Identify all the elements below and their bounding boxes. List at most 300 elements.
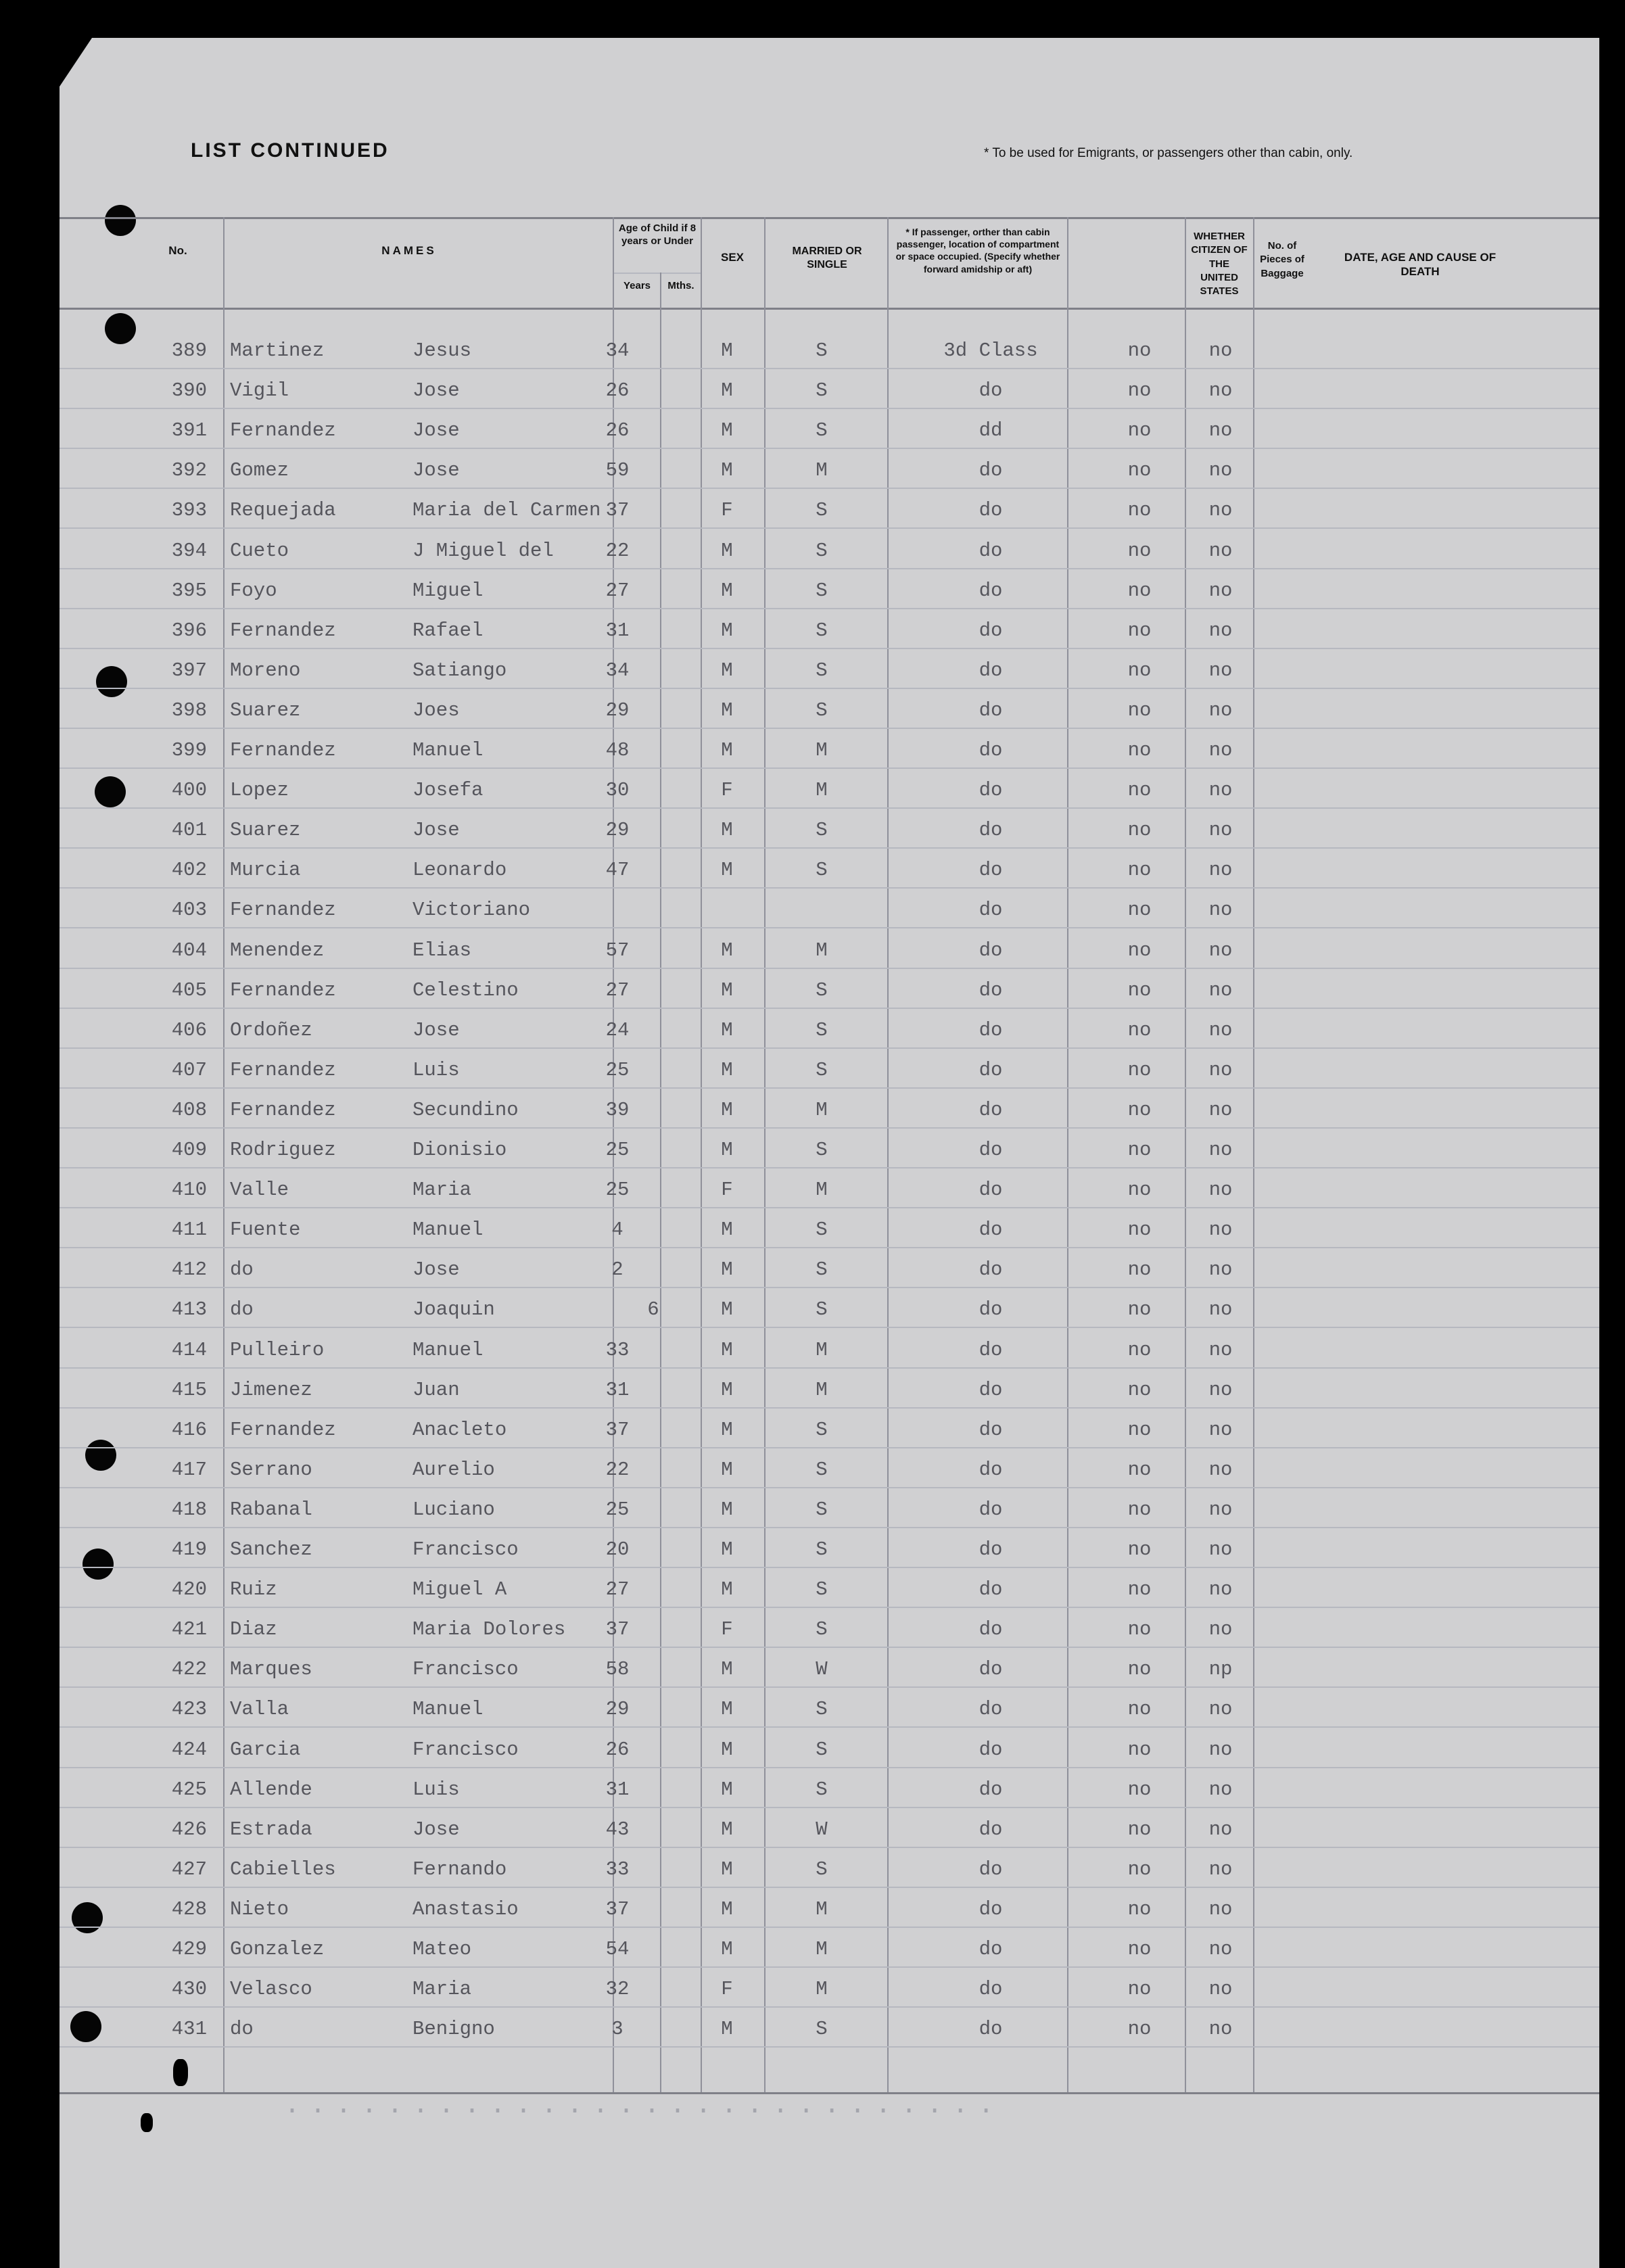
baggage-count: no bbox=[1208, 939, 1233, 962]
table-row bbox=[0, 1931, 1625, 1966]
passenger-location: do bbox=[979, 579, 1003, 602]
sex: M bbox=[721, 1938, 733, 1960]
marital-status: S bbox=[816, 659, 828, 682]
age-years: 27 bbox=[605, 978, 630, 1001]
row-number: 410 bbox=[171, 1179, 207, 1202]
us-citizen: no bbox=[1127, 1738, 1152, 1761]
passenger-location: do bbox=[979, 899, 1003, 922]
passenger-location: do bbox=[979, 2018, 1003, 2041]
baggage-count: no bbox=[1208, 1298, 1233, 1321]
us-citizen: no bbox=[1127, 539, 1152, 562]
age-years: 31 bbox=[605, 1778, 630, 1801]
table-row bbox=[0, 1252, 1625, 1287]
sex: M bbox=[721, 1219, 733, 1242]
surname: Fernandez bbox=[230, 899, 336, 922]
marital-status: S bbox=[816, 1018, 828, 1041]
surname: Pulleiro bbox=[230, 1338, 325, 1361]
row-number: 412 bbox=[171, 1258, 207, 1281]
col-header-death: DATE, AGE AND CAUSE OF DEATH bbox=[1344, 251, 1497, 279]
sex: M bbox=[721, 659, 733, 682]
marital-status: S bbox=[816, 1219, 828, 1242]
surname: Garcia bbox=[230, 1738, 301, 1761]
age-years: 31 bbox=[605, 1378, 630, 1401]
table-row bbox=[0, 932, 1625, 968]
baggage-count: no bbox=[1208, 1498, 1233, 1521]
surname: Cabielles bbox=[230, 1858, 336, 1881]
sex: M bbox=[721, 939, 733, 962]
col-header-married: MARRIED OR SINGLE bbox=[792, 245, 862, 270]
table-row bbox=[0, 412, 1625, 448]
surname: Estrada bbox=[230, 1818, 312, 1841]
row-number: 394 bbox=[171, 539, 207, 562]
passenger-location: do bbox=[979, 819, 1003, 842]
sex: M bbox=[721, 1458, 733, 1481]
us-citizen: no bbox=[1127, 899, 1152, 922]
surname: Diaz bbox=[230, 1618, 277, 1641]
marital-status: S bbox=[816, 539, 828, 562]
sex: M bbox=[721, 2018, 733, 2041]
age-subheader-rule bbox=[613, 273, 701, 274]
baggage-count: no bbox=[1208, 619, 1233, 642]
marital-status: S bbox=[816, 339, 828, 362]
baggage-count: no bbox=[1208, 1058, 1233, 1081]
baggage-count: no bbox=[1208, 819, 1233, 842]
us-citizen: no bbox=[1127, 1179, 1152, 1202]
age-years: 47 bbox=[605, 859, 630, 882]
given-name: Francisco bbox=[413, 1658, 519, 1681]
col-header-age: Age of Child if 8 years or Under bbox=[618, 222, 697, 247]
surname: Requejada bbox=[230, 499, 336, 522]
row-rule bbox=[60, 1767, 1599, 1768]
row-rule bbox=[60, 1927, 1599, 1928]
passenger-location: do bbox=[979, 1139, 1003, 1161]
table-row bbox=[0, 1412, 1625, 1447]
given-name: Leonardo bbox=[413, 859, 507, 882]
sex: F bbox=[721, 1618, 733, 1641]
sex: M bbox=[721, 1698, 733, 1721]
surname: do bbox=[230, 2018, 254, 2041]
marital-status: S bbox=[816, 1058, 828, 1081]
row-rule bbox=[60, 2006, 1599, 2008]
row-number: 415 bbox=[171, 1378, 207, 1401]
table-row bbox=[0, 1812, 1625, 1847]
baggage-count: no bbox=[1208, 899, 1233, 922]
row-number: 430 bbox=[171, 1978, 207, 2001]
marital-status: S bbox=[816, 1458, 828, 1481]
row-number: 416 bbox=[171, 1418, 207, 1441]
age-years: 33 bbox=[605, 1338, 630, 1361]
baggage-count: no bbox=[1208, 2018, 1233, 2041]
table-row bbox=[0, 452, 1625, 488]
passenger-location: do bbox=[979, 1018, 1003, 1041]
surname: Fernandez bbox=[230, 1418, 336, 1441]
sex: M bbox=[721, 1338, 733, 1361]
baggage-count: no bbox=[1208, 1458, 1233, 1481]
row-rule bbox=[60, 1407, 1599, 1409]
row-number: 422 bbox=[171, 1658, 207, 1681]
marital-status: W bbox=[816, 1818, 828, 1841]
row-number: 423 bbox=[171, 1698, 207, 1721]
passenger-location: do bbox=[979, 1818, 1003, 1841]
us-citizen: no bbox=[1127, 1897, 1152, 1920]
given-name: Victoriano bbox=[413, 899, 531, 922]
passenger-location: do bbox=[979, 1858, 1003, 1881]
row-rule bbox=[60, 1567, 1599, 1568]
sex: M bbox=[721, 1378, 733, 1401]
us-citizen: no bbox=[1127, 419, 1152, 442]
sex: M bbox=[721, 1658, 733, 1681]
passenger-location: do bbox=[979, 1778, 1003, 1801]
us-citizen: no bbox=[1127, 859, 1152, 882]
row-number: 424 bbox=[171, 1738, 207, 1761]
col-header-citizen: WHETHER CITIZEN OF THE UNITED STATES bbox=[1191, 231, 1248, 297]
us-citizen: no bbox=[1127, 1058, 1152, 1081]
us-citizen: no bbox=[1127, 1858, 1152, 1881]
age-years: 29 bbox=[605, 1698, 630, 1721]
sex: M bbox=[721, 1258, 733, 1281]
row-number: 396 bbox=[171, 619, 207, 642]
row-rule bbox=[60, 1087, 1599, 1089]
given-name: Jose bbox=[413, 459, 460, 482]
table-row bbox=[0, 972, 1625, 1008]
table-row bbox=[0, 1492, 1625, 1527]
row-rule bbox=[60, 1607, 1599, 1608]
baggage-count: no bbox=[1208, 1778, 1233, 1801]
sex: M bbox=[721, 1738, 733, 1761]
row-number: 426 bbox=[171, 1818, 207, 1841]
us-citizen: no bbox=[1127, 1618, 1152, 1641]
baggage-count: no bbox=[1208, 1179, 1233, 1202]
marital-status: S bbox=[816, 1778, 828, 1801]
surname: do bbox=[230, 1298, 254, 1321]
table-row bbox=[0, 333, 1625, 368]
passenger-location: do bbox=[979, 499, 1003, 522]
surname: Ruiz bbox=[230, 1578, 277, 1601]
age-years: 25 bbox=[605, 1058, 630, 1081]
baggage-count: no bbox=[1208, 1578, 1233, 1601]
age-years: 29 bbox=[605, 819, 630, 842]
us-citizen: no bbox=[1127, 579, 1152, 602]
sex: M bbox=[721, 1058, 733, 1081]
age-years: 37 bbox=[605, 499, 630, 522]
passenger-location: dd bbox=[979, 419, 1003, 442]
age-years: 24 bbox=[605, 1018, 630, 1041]
marital-status: S bbox=[816, 2018, 828, 2041]
passenger-location: do bbox=[979, 1258, 1003, 1281]
row-rule bbox=[60, 688, 1599, 689]
age-years: 43 bbox=[605, 1818, 630, 1841]
table-row bbox=[0, 1012, 1625, 1047]
row-rule bbox=[60, 1847, 1599, 1848]
passenger-location: do bbox=[979, 1658, 1003, 1681]
marital-status: S bbox=[816, 379, 828, 402]
given-name: Luis bbox=[413, 1058, 460, 1081]
surname: Marques bbox=[230, 1658, 312, 1681]
us-citizen: no bbox=[1127, 1778, 1152, 1801]
given-name: Elias bbox=[413, 939, 472, 962]
baggage-count: no bbox=[1208, 1897, 1233, 1920]
bleed-through-text: ···························· bbox=[284, 2096, 1004, 2127]
table-row bbox=[0, 1212, 1625, 1247]
row-rule bbox=[60, 368, 1599, 369]
marital-status: S bbox=[816, 499, 828, 522]
baggage-count: no bbox=[1208, 459, 1233, 482]
passenger-location: 3d Class bbox=[943, 339, 1038, 362]
baggage-count: no bbox=[1208, 379, 1233, 402]
row-number: 427 bbox=[171, 1858, 207, 1881]
given-name: Joes bbox=[413, 699, 460, 722]
row-number: 398 bbox=[171, 699, 207, 722]
row-number: 401 bbox=[171, 819, 207, 842]
baggage-count: no bbox=[1208, 739, 1233, 761]
surname: Serrano bbox=[230, 1458, 312, 1481]
sex: M bbox=[721, 1018, 733, 1041]
passenger-location: do bbox=[979, 1058, 1003, 1081]
given-name: Miguel A bbox=[413, 1578, 507, 1601]
table-row bbox=[0, 373, 1625, 408]
given-name: Mateo bbox=[413, 1938, 472, 1960]
row-rule bbox=[60, 1966, 1599, 1968]
us-citizen: no bbox=[1127, 1538, 1152, 1561]
sex: F bbox=[721, 779, 733, 802]
surname: Fernandez bbox=[230, 1058, 336, 1081]
given-name: Joaquin bbox=[413, 1298, 495, 1321]
age-years: 25 bbox=[605, 1498, 630, 1521]
baggage-count: no bbox=[1208, 1618, 1233, 1641]
age-years: 4 bbox=[611, 1219, 623, 1242]
given-name: Francisco bbox=[413, 1538, 519, 1561]
header-bottom-rule bbox=[60, 308, 1599, 310]
given-name: Jesus bbox=[413, 339, 472, 362]
marital-status: S bbox=[816, 699, 828, 722]
row-rule bbox=[60, 1008, 1599, 1009]
row-rule bbox=[60, 1487, 1599, 1488]
marital-status: S bbox=[816, 1498, 828, 1521]
surname: Nieto bbox=[230, 1897, 289, 1920]
baggage-count: no bbox=[1208, 1338, 1233, 1361]
table-row bbox=[0, 1971, 1625, 2006]
marital-status: M bbox=[816, 1378, 828, 1401]
surname: Martinez bbox=[230, 339, 325, 362]
table-row bbox=[0, 1532, 1625, 1567]
row-number: 400 bbox=[171, 779, 207, 802]
marital-status: S bbox=[816, 1258, 828, 1281]
passenger-location: do bbox=[979, 1897, 1003, 1920]
table-row bbox=[0, 1132, 1625, 1167]
sex: M bbox=[721, 819, 733, 842]
table-row bbox=[0, 692, 1625, 728]
table-row bbox=[0, 1651, 1625, 1686]
us-citizen: no bbox=[1127, 978, 1152, 1001]
row-number: 392 bbox=[171, 459, 207, 482]
age-years: 22 bbox=[605, 539, 630, 562]
surname: Velasco bbox=[230, 1978, 312, 2001]
given-name: Fernando bbox=[413, 1858, 507, 1881]
marital-status: S bbox=[816, 859, 828, 882]
surname: Gonzalez bbox=[230, 1938, 325, 1960]
baggage-count: no bbox=[1208, 419, 1233, 442]
baggage-count: no bbox=[1208, 1139, 1233, 1161]
surname: Valla bbox=[230, 1698, 289, 1721]
given-name: Maria Dolores bbox=[413, 1618, 566, 1641]
surname: Menendez bbox=[230, 939, 325, 962]
given-name: Manuel bbox=[413, 739, 484, 761]
table-row bbox=[0, 1092, 1625, 1127]
row-rule bbox=[60, 1167, 1599, 1168]
table-row bbox=[0, 1891, 1625, 1927]
age-years: 31 bbox=[605, 619, 630, 642]
row-number: 431 bbox=[171, 2018, 207, 2041]
row-rule bbox=[60, 527, 1599, 529]
given-name: Josefa bbox=[413, 779, 484, 802]
col-header-passenger-location: * If passenger, orther than cabin passenger, location of compartment or space occupied. (Specify whether forward amidship or aft) bbox=[895, 227, 1060, 275]
age-years: 48 bbox=[605, 739, 630, 761]
sex: M bbox=[721, 1778, 733, 1801]
marital-status: S bbox=[816, 1538, 828, 1561]
row-rule bbox=[60, 2046, 1599, 2048]
baggage-count: no bbox=[1208, 1858, 1233, 1881]
marital-status: S bbox=[816, 1858, 828, 1881]
age-years: 32 bbox=[605, 1978, 630, 2001]
us-citizen: no bbox=[1127, 1418, 1152, 1441]
row-rule bbox=[60, 1726, 1599, 1728]
given-name: Jose bbox=[413, 1258, 460, 1281]
marital-status: S bbox=[816, 1738, 828, 1761]
baggage-count: no bbox=[1208, 859, 1233, 882]
passenger-location: do bbox=[979, 1538, 1003, 1561]
row-rule bbox=[60, 1207, 1599, 1208]
marital-status: S bbox=[816, 1298, 828, 1321]
passenger-location: do bbox=[979, 659, 1003, 682]
binder-hole bbox=[105, 205, 136, 236]
baggage-count: no bbox=[1208, 779, 1233, 802]
row-number: 408 bbox=[171, 1098, 207, 1121]
passenger-location: do bbox=[979, 619, 1003, 642]
ink-mark bbox=[141, 2113, 153, 2132]
given-name: Maria del Carmen bbox=[413, 499, 601, 522]
us-citizen: no bbox=[1127, 1818, 1152, 1841]
row-rule bbox=[60, 767, 1599, 769]
row-number: 391 bbox=[171, 419, 207, 442]
sex: M bbox=[721, 379, 733, 402]
col-header-baggage: No. of Pieces of Baggage bbox=[1260, 240, 1304, 279]
sex: F bbox=[721, 1179, 733, 1202]
age-years: 25 bbox=[605, 1139, 630, 1161]
sex: F bbox=[721, 499, 733, 522]
table-row bbox=[0, 1772, 1625, 1807]
us-citizen: no bbox=[1127, 339, 1152, 362]
sex: M bbox=[721, 579, 733, 602]
age-years: 54 bbox=[605, 1938, 630, 1960]
row-number: 425 bbox=[171, 1778, 207, 1801]
row-number: 403 bbox=[171, 899, 207, 922]
us-citizen: no bbox=[1127, 779, 1152, 802]
marital-status: M bbox=[816, 1978, 828, 2001]
age-years: 34 bbox=[605, 339, 630, 362]
table-row bbox=[0, 573, 1625, 608]
surname: Fernandez bbox=[230, 1098, 336, 1121]
row-rule bbox=[60, 1447, 1599, 1448]
marital-status: S bbox=[816, 1139, 828, 1161]
marital-status: S bbox=[816, 978, 828, 1001]
table-row bbox=[0, 1452, 1625, 1487]
row-number: 404 bbox=[171, 939, 207, 962]
table-row bbox=[0, 1372, 1625, 1407]
marital-status: M bbox=[816, 1179, 828, 1202]
age-years: 3 bbox=[611, 2018, 623, 2041]
row-rule bbox=[60, 1047, 1599, 1049]
row-number: 419 bbox=[171, 1538, 207, 1561]
row-number: 390 bbox=[171, 379, 207, 402]
header-top-rule bbox=[60, 217, 1599, 219]
given-name: Manuel bbox=[413, 1698, 484, 1721]
baggage-count: no bbox=[1208, 339, 1233, 362]
row-rule bbox=[60, 1127, 1599, 1129]
row-rule bbox=[60, 488, 1599, 489]
surname: Cueto bbox=[230, 539, 289, 562]
age-years: 22 bbox=[605, 1458, 630, 1481]
given-name: Manuel bbox=[413, 1338, 484, 1361]
row-rule bbox=[60, 1686, 1599, 1688]
baggage-count: no bbox=[1208, 978, 1233, 1001]
surname: Suarez bbox=[230, 699, 301, 722]
marital-status: S bbox=[816, 1698, 828, 1721]
given-name: Maria bbox=[413, 1978, 472, 2001]
col-header-names: NAMES bbox=[381, 244, 437, 257]
us-citizen: no bbox=[1127, 1578, 1152, 1601]
surname: Vigil bbox=[230, 379, 289, 402]
passenger-location: do bbox=[979, 699, 1003, 722]
row-rule bbox=[60, 1367, 1599, 1369]
marital-status: S bbox=[816, 579, 828, 602]
surname: Murcia bbox=[230, 859, 301, 882]
given-name: Miguel bbox=[413, 579, 484, 602]
row-number: 406 bbox=[171, 1018, 207, 1041]
age-years: 39 bbox=[605, 1098, 630, 1121]
us-citizen: no bbox=[1127, 1458, 1152, 1481]
passenger-location: do bbox=[979, 739, 1003, 761]
row-number: 411 bbox=[171, 1219, 207, 1242]
col-header-years: Years bbox=[623, 280, 651, 291]
table-row bbox=[0, 772, 1625, 807]
surname: Fernandez bbox=[230, 739, 336, 761]
table-row bbox=[0, 1172, 1625, 1207]
age-years: 20 bbox=[605, 1538, 630, 1561]
row-rule bbox=[60, 1807, 1599, 1808]
baggage-count: no bbox=[1208, 1418, 1233, 1441]
us-citizen: no bbox=[1127, 699, 1152, 722]
sex: M bbox=[721, 419, 733, 442]
marital-status: S bbox=[816, 419, 828, 442]
sex: M bbox=[721, 1498, 733, 1521]
passenger-location: do bbox=[979, 1938, 1003, 1960]
given-name: Benigno bbox=[413, 2018, 495, 2041]
given-name: Celestino bbox=[413, 978, 519, 1001]
passenger-location: do bbox=[979, 1219, 1003, 1242]
row-number: 407 bbox=[171, 1058, 207, 1081]
us-citizen: no bbox=[1127, 1978, 1152, 2001]
table-row bbox=[0, 852, 1625, 887]
surname: do bbox=[230, 1258, 254, 1281]
surname: Fernandez bbox=[230, 619, 336, 642]
given-name: Satiango bbox=[413, 659, 507, 682]
baggage-count: no bbox=[1208, 1018, 1233, 1041]
age-months: 6 bbox=[647, 1298, 659, 1321]
us-citizen: no bbox=[1127, 1338, 1152, 1361]
baggage-count: np bbox=[1208, 1658, 1233, 1681]
row-rule bbox=[60, 1647, 1599, 1648]
row-rule bbox=[60, 807, 1599, 809]
